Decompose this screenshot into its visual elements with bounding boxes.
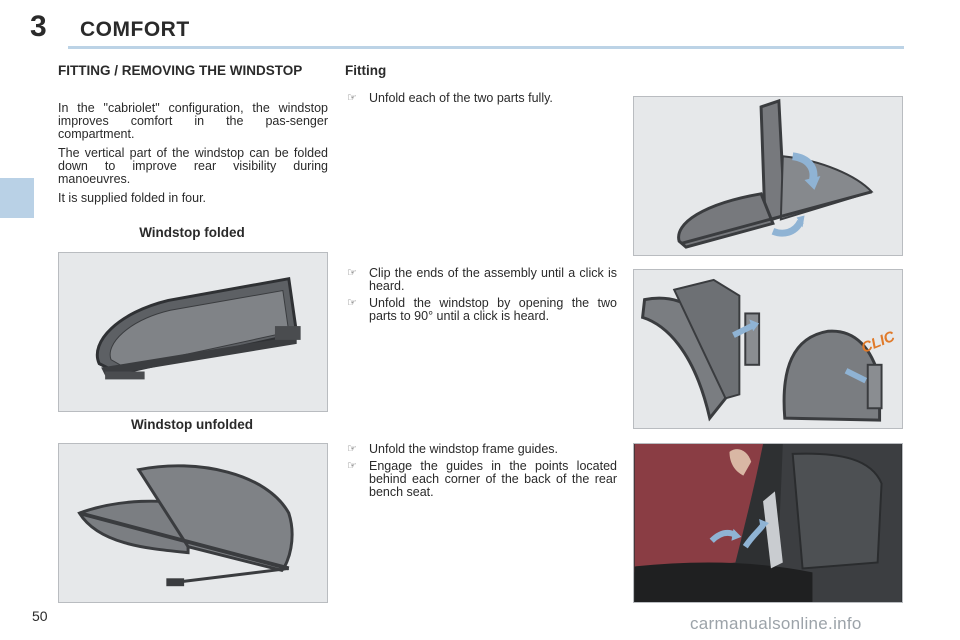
- figure-unfold-parts: [633, 96, 903, 256]
- step-text: Unfold the windstop by opening the two parts to 90° until a click is heard.: [369, 296, 617, 323]
- hand-pointer-icon: ☞: [347, 443, 357, 455]
- engage-guides-illustration: [634, 444, 902, 602]
- fitting-heading: Fitting: [345, 63, 387, 78]
- step-item: [345, 443, 617, 456]
- unfold-parts-illustration: [634, 97, 902, 255]
- intro-paragraph: In the "cabriolet" configuration, the windstop improves comfort in the pas-senger compartment.: [58, 101, 328, 141]
- clip-ends-illustration: [634, 270, 902, 428]
- step-item: [345, 267, 617, 293]
- hand-pointer-icon: ☞: [347, 92, 357, 104]
- figure-windstop-unfolded: [58, 443, 328, 603]
- page-number: 50: [32, 608, 48, 624]
- step-text: Unfold each of the two parts fully.: [369, 91, 553, 105]
- watermark: carmanualsonline.info: [690, 614, 862, 633]
- steps-group-1: [345, 92, 617, 109]
- step-text: Clip the ends of the assembly until a click is heard.: [369, 266, 617, 293]
- click-sound-label: CLIC: [859, 328, 898, 357]
- intro-paragraph: The vertical part of the windstop can be folded down to improve rear visibility during manoeuvres.: [58, 146, 328, 186]
- caption-windstop-unfolded: Windstop unfolded: [130, 417, 254, 432]
- chapter-title: COMFORT: [80, 18, 190, 41]
- step-item: [345, 297, 617, 323]
- chapter-side-tab: [0, 178, 34, 218]
- chapter-number: 3: [30, 10, 47, 43]
- header-rule: [68, 46, 904, 49]
- windstop-unfolded-illustration: [59, 444, 327, 602]
- windstop-folded-illustration: [59, 253, 327, 411]
- hand-pointer-icon: ☞: [347, 460, 357, 472]
- intro-text: [58, 102, 328, 211]
- steps-group-3: [345, 443, 617, 503]
- section-heading: FITTING / REMOVING THE WINDSTOP: [58, 63, 303, 78]
- hand-pointer-icon: ☞: [347, 297, 357, 309]
- figure-clip-ends: [633, 269, 903, 429]
- figure-windstop-folded: [58, 252, 328, 412]
- caption-windstop-folded: Windstop folded: [139, 225, 245, 240]
- step-text: Unfold the windstop frame guides.: [369, 442, 558, 456]
- step-item: [345, 460, 617, 499]
- step-text: Engage the guides in the points located behind each corner of the back of the rear bench seat.: [369, 459, 617, 499]
- step-item: [345, 92, 617, 105]
- hand-pointer-icon: ☞: [347, 267, 357, 279]
- steps-group-2: [345, 267, 617, 327]
- intro-paragraph: It is supplied folded in four.: [58, 191, 207, 205]
- figure-engage-guides: [633, 443, 903, 603]
